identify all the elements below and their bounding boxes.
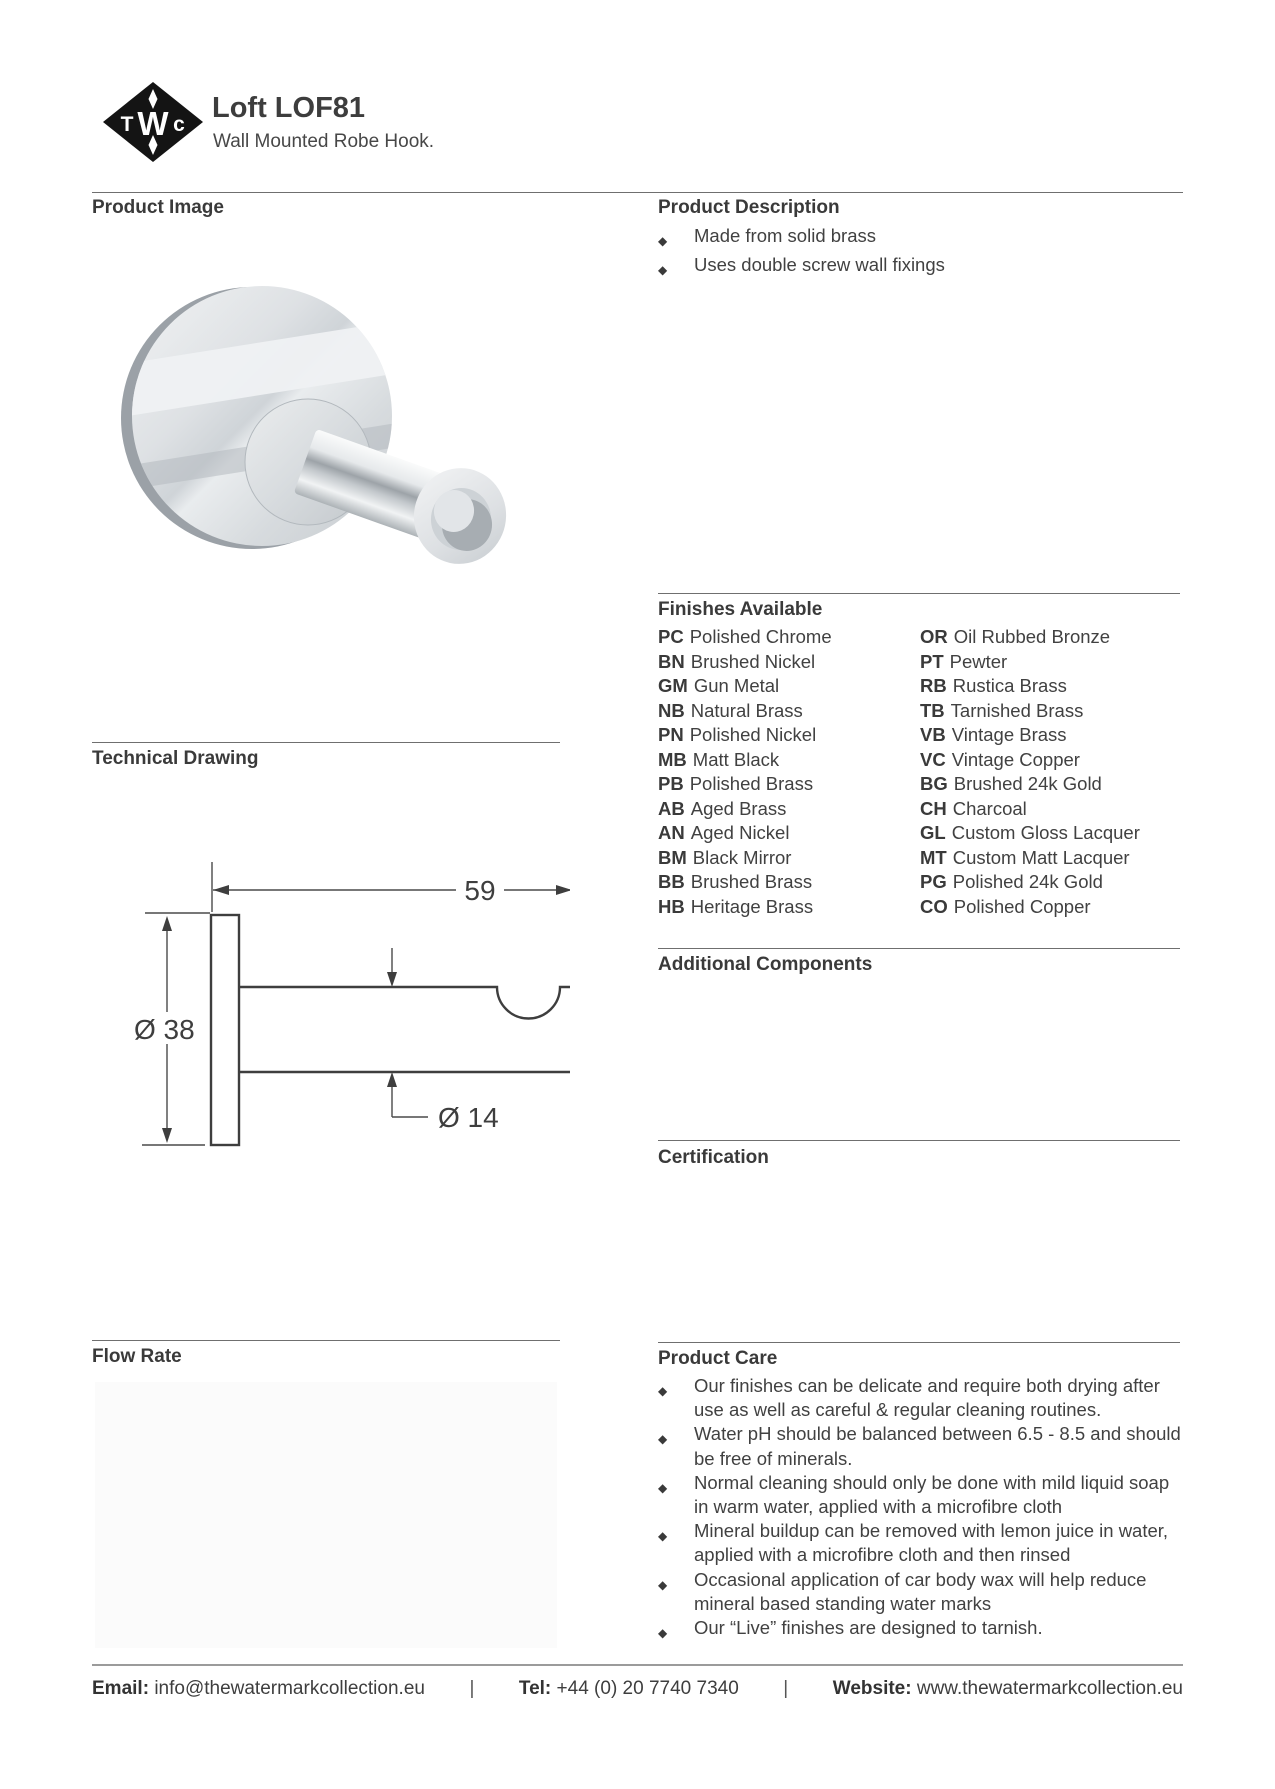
section-heading-technical-drawing: Technical Drawing [92,748,259,769]
footer-separator: | [783,1678,789,1699]
finish-code: CO [920,895,948,917]
finish-item-MB [658,748,920,773]
section-heading-flow-rate: Flow Rate [92,1346,182,1367]
bullet-item [658,1616,1185,1645]
finish-item-RB [920,674,1183,699]
finish-item-AB [658,797,920,822]
bullet-item [658,1422,1185,1470]
finish-name: Pewter [949,650,1008,672]
diamond-bullet-icon: ◆ [658,1529,668,1544]
product-care-list [658,1374,1185,1645]
product-photo [95,230,537,632]
finish-item-CH [920,797,1183,822]
finish-item-TB [920,699,1183,724]
flow-rate-placeholder [95,1382,557,1648]
twc-logo [103,82,203,162]
finish-item-PT [920,650,1183,675]
bullet-text: Mineral buildup can be removed with lemon juice in water, applied with a microfibre cloth and then rinsed [694,1520,1169,1566]
section-heading-additional-components: Additional Components [658,954,873,975]
finish-code: RB [920,675,947,696]
footer-tel [519,1678,739,1700]
header-divider [92,192,1183,193]
finish-name: Natural Brass [690,699,803,721]
footer-email-label: Email: [92,1678,150,1699]
finishes-column-1 [658,625,920,919]
finish-name: Brushed Brass [690,871,813,892]
finish-code: VB [920,724,946,745]
finish-item-VC [920,748,1183,773]
finish-code: TB [920,699,945,721]
finish-code: HB [658,895,685,917]
finish-name: Aged Brass [690,797,787,819]
finishes-list [658,625,1183,919]
bullet-item [658,1471,1185,1519]
dimension-label-d14: Ø 14 [438,1102,499,1133]
footer-divider [92,1664,1183,1666]
finish-name: Tarnished Brass [950,699,1084,721]
finish-item-PB [658,772,920,797]
finish-name: Charcoal [952,797,1027,819]
technical-drawing [90,850,570,1170]
footer-email [92,1678,425,1700]
finish-name: Vintage Brass [951,724,1067,745]
diamond-bullet-icon: ◆ [658,234,668,248]
finish-code: GL [920,822,946,843]
bullet-text: Uses double screw wall fixings [694,254,945,276]
bullet-text: Made from solid brass [694,225,876,246]
bullet-item [658,253,1185,282]
section-heading-certification: Certification [658,1147,769,1168]
finish-item-MT [920,846,1183,871]
finishes-divider [658,593,1180,594]
finish-code: PB [658,773,684,794]
finish-name: Polished Brass [689,773,814,794]
bullet-text: Normal cleaning should only be done with mild liquid soap in warm water, applied with a microfibre cloth [694,1471,1170,1518]
finish-code: AN [658,822,685,843]
finish-name: Brushed Nickel [690,650,816,672]
page-subtitle: Wall Mounted Robe Hook. [213,131,435,152]
finish-name: Gun Metal [693,675,780,696]
logo-letter-t: T [120,113,134,136]
finish-item-HB [658,895,920,920]
finish-code: PG [920,871,947,892]
finish-name: Aged Nickel [690,822,790,843]
finish-name: Vintage Copper [951,748,1080,770]
finish-item-BN [658,650,920,675]
finish-item-OR [920,625,1183,650]
dimension-lines [142,862,570,1145]
finish-name: Matt Black [692,748,780,770]
footer-email-value: info@thewatermarkcollection.eu [154,1678,425,1699]
footer-tel-label: Tel: [518,1678,552,1699]
finish-name: Polished Chrome [689,626,832,647]
finish-item-NB [658,699,920,724]
bullet-text: Our finishes can be delicate and require both drying after use as well as careful & regular cleaning routines. [694,1375,1160,1421]
section-heading-finishes: Finishes Available [658,599,823,620]
footer-website [833,1678,1183,1700]
diamond-bullet-icon: ◆ [658,1432,668,1447]
logo-letter-c: c [173,113,185,136]
finish-code: PT [920,650,944,672]
certification-divider [658,1140,1180,1141]
finish-item-GL [920,821,1183,846]
technical-drawing-divider [92,742,560,743]
diamond-bullet-icon: ◆ [658,1577,668,1592]
product-description-list [658,224,1185,282]
finish-item-BM [658,846,920,871]
finish-code: PN [658,724,684,745]
finish-item-BB [658,870,920,895]
bullet-item [658,1519,1185,1567]
section-heading-product-image: Product Image [92,197,224,218]
diamond-bullet-icon: ◆ [658,1384,668,1398]
bullet-item [658,224,1185,253]
finish-code: MB [658,748,687,770]
finish-item-VB [920,723,1183,748]
finish-item-PG [920,870,1183,895]
bullet-text: Water pH should be balanced between 6.5 - 8.5 and should be free of minerals. [694,1423,1181,1469]
finish-item-GM [658,674,920,699]
diamond-bullet-icon: ◆ [658,1480,668,1495]
diamond-bullet-icon: ◆ [658,263,668,278]
finish-name: Custom Matt Lacquer [952,846,1130,868]
finish-code: BN [658,650,685,672]
diamond-bullet-icon: ◆ [658,1626,668,1641]
finish-code: VC [920,748,946,770]
finish-code: NB [658,699,685,721]
dimension-label-59: 59 [464,875,496,906]
dimension-label-d38: Ø 38 [134,1014,195,1045]
finish-code: BM [658,846,687,868]
footer-separator: | [469,1678,475,1699]
footer [92,1678,1183,1700]
finish-item-AN [658,821,920,846]
footer-tel-value: +44 (0) 20 7740 7340 [556,1678,739,1699]
finish-code: OR [920,626,948,647]
bullet-text: Occasional application of car body wax will help reduce mineral based standing water marks [694,1568,1147,1614]
bullet-item [658,1374,1185,1422]
logo-letter-w: W [137,105,169,142]
finish-name: Custom Gloss Lacquer [951,822,1140,843]
finishes-column-2 [920,625,1183,919]
footer-website-label: Website: [832,1678,912,1699]
finish-code: GM [658,675,688,696]
hook-outline [211,915,570,1145]
finish-code: PC [658,626,684,647]
finish-code: AB [658,797,685,819]
finish-item-PN [658,723,920,748]
bullet-item [658,1568,1185,1616]
finish-item-BG [920,772,1183,797]
finish-name: Polished Nickel [689,724,817,745]
finish-code: BG [920,773,948,794]
finish-name: Polished Copper [953,895,1091,917]
bullet-text: Our “Live” finishes are designed to tarnish. [694,1617,1043,1639]
section-heading-product-description: Product Description [658,197,840,218]
product-care-divider [658,1342,1180,1343]
additional-components-divider [658,948,1180,949]
finish-name: Polished 24k Gold [952,871,1103,892]
finish-name: Oil Rubbed Bronze [953,626,1111,647]
page-title: Loft LOF81 [212,92,366,124]
footer-website-value: www.thewatermarkcollection.eu [916,1678,1183,1699]
flow-rate-divider [92,1340,560,1341]
finish-name: Brushed 24k Gold [953,773,1102,794]
finish-code: MT [920,846,947,868]
finish-name: Black Mirror [692,846,792,868]
finish-name: Rustica Brass [952,675,1067,696]
finish-item-PC [658,625,920,650]
finish-code: CH [920,797,947,819]
finish-code: BB [658,871,685,892]
finish-item-CO [920,895,1183,920]
finish-name: Heritage Brass [690,895,814,917]
section-heading-product-care: Product Care [658,1348,778,1369]
